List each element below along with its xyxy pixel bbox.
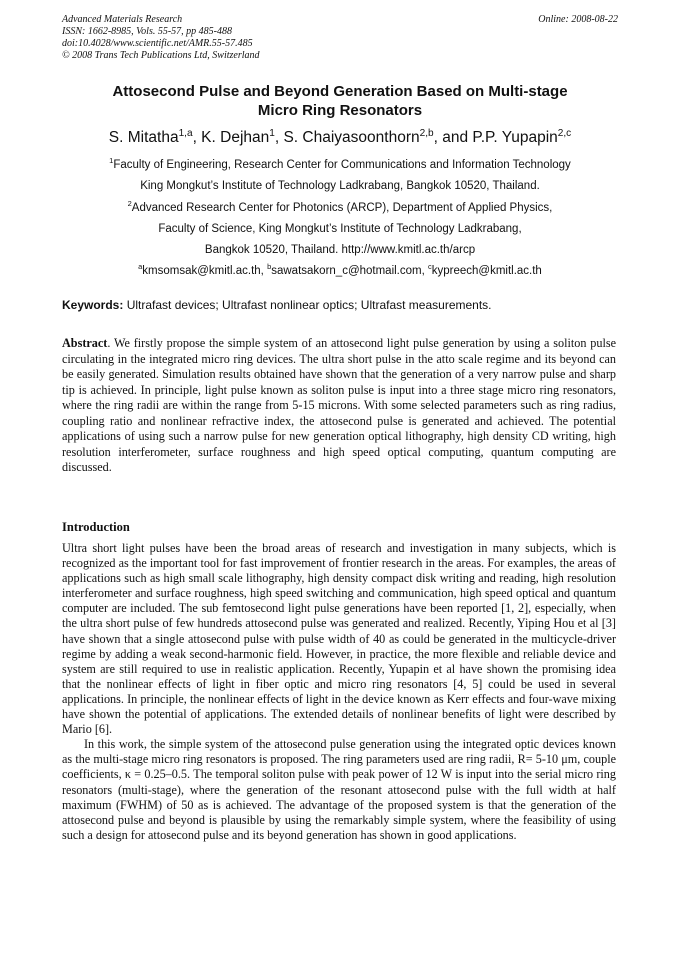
email-c: kypreech@kmitl.ac.th [431, 265, 542, 278]
affiliation-2-line-3: Bangkok 10520, Thailand. http://www.kmitl.ac.th/arcp [204, 244, 476, 257]
abstract-text: . We firstly propose the simple system of an attosecond light pulse generation by using a soliton pulse circulating in the integrated micro ring devices. The ultra short pulse in the atto scale regime and its beyond can be easily generated. Simulation results obtained have shown that the generation of a very narrow pulse and sharp tip is achieved. In principle, light pulse known as soliton pulse is input into a three stage micro ring resonators, where the ring radii are within the range from 5-15 microns. With some selected parameters such as ring radius, coupling ratio and nonlinear refractive index, the attosecond pulse is generated and achieved. The potential applications of using such a narrow pulse for new generation optical lithography, high density CD writing, high resolution interferometer, surface roughness and high speed optical computing, quantum computing are discussed. [62, 336, 616, 474]
keywords-text: Ultrafast devices; Ultrafast nonlinear optics; Ultrafast measurements. [123, 298, 492, 312]
journal-name: Advanced Materials Research [62, 14, 183, 25]
author-affiliation-mark: 1,a [178, 127, 193, 139]
author-list [62, 128, 618, 148]
paper-title-line-2: Micro Ring Resonators [257, 102, 423, 119]
affiliation-2-line-2: Faculty of Science, King Mongkut’s Institute of Technology Ladkrabang, [158, 222, 522, 235]
email-a: kmsomsak@kmitl.ac.th, [142, 265, 268, 278]
introduction-paragraph-1: Ultra short light pulses have been the broad areas of research and investigation in many subjects, which is recognized as the important tool for fast improvement of frontier research in the areas. For examples, the areas of applications such as high small scale lithography, high density compact disk writing and reading, high resolution interferometer and surface roughness, high speed switching and communication, high speed optical and quantum computer are included. The sub femtosecond light pulse generations have been reported [1, 2], especially, when the ultra short pulse of few hundreds attosecond pulse was generated and realized. Recently, Yiping Hou et al [3] have shown that a single attosecond pulse with pulse width of 40 as could be generated in the multicycle-driver regime by adding a weak second-harmonic field. However, in practice, the more flexible and reliable device and system are still required to use in realistic application. Recently, Yupapin et al have shown the promising idea that the nonlinear effects of light in fiber optic and micro ring resonators [4, 5] could be used in several applications. In principle, the nonlinear effects of light in the device known as Kerr effects and four-wave mixing have shown the potential of applications. The extended details of nonlinear benefits of light were described by Mario [6]. [62, 541, 616, 737]
author-name: S. Mitatha [108, 129, 179, 146]
introduction-heading: Introduction [62, 520, 130, 534]
keywords-label: Keywords: [62, 298, 124, 312]
journal-doi: doi:10.4028/www.scientific.net/AMR.55-57.485 [62, 38, 253, 49]
author-affiliation-mark: 2,c [557, 127, 572, 139]
author-name: , S. Chaiyasoonthorn [274, 129, 420, 146]
email-mark: b [267, 262, 272, 272]
paper-title [62, 82, 618, 120]
email-mark: a [138, 262, 143, 272]
abstract [62, 336, 616, 476]
paper-title-line-1: Attosecond Pulse and Beyond Generation Based on Multi-stage [112, 83, 568, 100]
introduction-body [62, 541, 616, 843]
author-affiliation-mark: 1 [269, 127, 275, 139]
affiliations [62, 155, 618, 283]
journal-header [62, 14, 618, 62]
author-name: , K. Dejhan [192, 129, 270, 146]
affiliation-1-line-1 [62, 155, 618, 176]
affiliation-text: Faculty of Engineering, Research Center for Communications and Information Technology [113, 159, 571, 171]
journal-copyright: © 2008 Trans Tech Publications Ltd, Switzerland [62, 50, 260, 61]
author-name: , and P.P. Yupapin [433, 129, 558, 146]
affiliation-text: Advanced Research Center for Photonics (ARCP), Department of Applied Physics, [131, 201, 553, 214]
affiliation-mark: 1 [109, 156, 114, 166]
introduction-paragraph-2: In this work, the simple system of the attosecond pulse generation using the integrated optic devices known as the multi-stage micro ring resonators is proposed. The ring parameters used are ring radii, R= 5-10 μm, couple coefficients, κ = 0.25–0.5. The temporal soliton pulse with peak power of 12 W is input into the serial micro ring resonators (multi-stage), where the generation of the resonant attosecond pulse with the full width at half maximum (FWHM) of 50 as is achieved. The advantage of the proposed system is that the generation of the attosecond pulse and beyond is plausible by using the remarkably simple system, where the feasibility of using such a design for attosecond pulse and its beyond generation has shown in good applications. [62, 737, 616, 842]
author-affiliation-mark: 2,b [419, 127, 434, 139]
abstract-label: Abstract [62, 336, 108, 350]
email-b: sawatsakorn_c@hotmail.com, [271, 265, 428, 278]
journal-issn: ISSN: 1662-8985, Vols. 55-57, pp 485-488 [62, 26, 232, 37]
affiliation-2-line-1 [62, 198, 618, 219]
email-mark: c [428, 262, 432, 272]
affiliation-mark: 2 [127, 198, 132, 208]
affiliation-1-line-2: King Mongkut’s Institute of Technology Ladkrabang, Bangkok 10520, Thailand. [140, 180, 540, 193]
keywords [62, 298, 618, 313]
online-date: Online: 2008-08-22 [538, 14, 618, 25]
email-line [62, 261, 618, 282]
